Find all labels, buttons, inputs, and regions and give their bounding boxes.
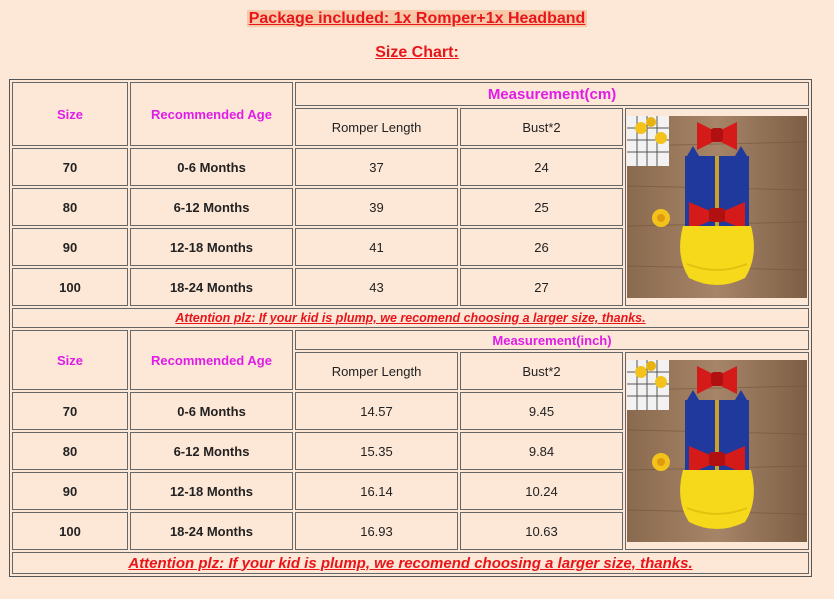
table-row-cm-length: 43 xyxy=(295,268,458,306)
table-row-inch-length: 16.14 xyxy=(295,472,458,510)
table-row-inch-size: 80 xyxy=(12,432,128,470)
table-row-inch-length: 16.93 xyxy=(295,512,458,550)
table-row-inch-size: 90 xyxy=(12,472,128,510)
size-chart-table xyxy=(9,79,812,577)
table-row-inch-size: 100 xyxy=(12,512,128,550)
table-row-cm-size: 80 xyxy=(12,188,128,226)
romper-photo-cm xyxy=(625,108,809,306)
table-row-inch-size: 70 xyxy=(12,392,128,430)
size-chart-title: Size Chart: xyxy=(375,44,459,61)
table-row-cm-bust: 27 xyxy=(460,268,623,306)
table-row-cm-length: 37 xyxy=(295,148,458,186)
cm-bust-header: Bust*2 xyxy=(460,108,623,146)
table-row-cm-age: 18-24 Months xyxy=(130,268,293,306)
romper-product-image xyxy=(627,360,807,542)
inch-size-header: Size xyxy=(12,330,128,390)
attention-note-cm: Attention plz: If your kid is plump, we recomend choosing a larger size, thanks. xyxy=(12,308,809,328)
table-row-inch-bust: 10.63 xyxy=(460,512,623,550)
table-row-inch-age: 6-12 Months xyxy=(130,432,293,470)
table-row-cm-bust: 24 xyxy=(460,148,623,186)
cm-length-header: Romper Length xyxy=(295,108,458,146)
romper-photo-inch xyxy=(625,352,809,550)
table-row-inch-bust: 10.24 xyxy=(460,472,623,510)
inch-length-header: Romper Length xyxy=(295,352,458,390)
table-row-cm-bust: 26 xyxy=(460,228,623,266)
table-row-cm-bust: 25 xyxy=(460,188,623,226)
table-row-cm-size: 90 xyxy=(12,228,128,266)
table-row-cm-size: 100 xyxy=(12,268,128,306)
table-row-cm-length: 41 xyxy=(295,228,458,266)
table-row-cm-size: 70 xyxy=(12,148,128,186)
cm-size-header: Size xyxy=(12,82,128,146)
package-included-title: Package included: 1x Romper+1x Headband xyxy=(248,10,586,27)
table-row-inch-bust: 9.45 xyxy=(460,392,623,430)
cm-age-header: Recommended Age xyxy=(130,82,293,146)
table-row-cm-length: 39 xyxy=(295,188,458,226)
table-row-cm-age: 6-12 Months xyxy=(130,188,293,226)
table-row-cm-age: 12-18 Months xyxy=(130,228,293,266)
cm-measurement-header: Measurement(cm) xyxy=(295,82,809,106)
table-row-inch-age: 0-6 Months xyxy=(130,392,293,430)
table-row-inch-age: 12-18 Months xyxy=(130,472,293,510)
table-row-inch-length: 15.35 xyxy=(295,432,458,470)
romper-product-image xyxy=(627,116,807,298)
inch-bust-header: Bust*2 xyxy=(460,352,623,390)
table-row-inch-length: 14.57 xyxy=(295,392,458,430)
table-row-inch-bust: 9.84 xyxy=(460,432,623,470)
table-row-inch-age: 18-24 Months xyxy=(130,512,293,550)
table-row-cm-age: 0-6 Months xyxy=(130,148,293,186)
inch-age-header: Recommended Age xyxy=(130,330,293,390)
inch-measurement-header: Measurement(inch) xyxy=(295,330,809,350)
attention-note-inch: Attention plz: If your kid is plump, we recomend choosing a larger size, thanks. xyxy=(12,552,809,574)
